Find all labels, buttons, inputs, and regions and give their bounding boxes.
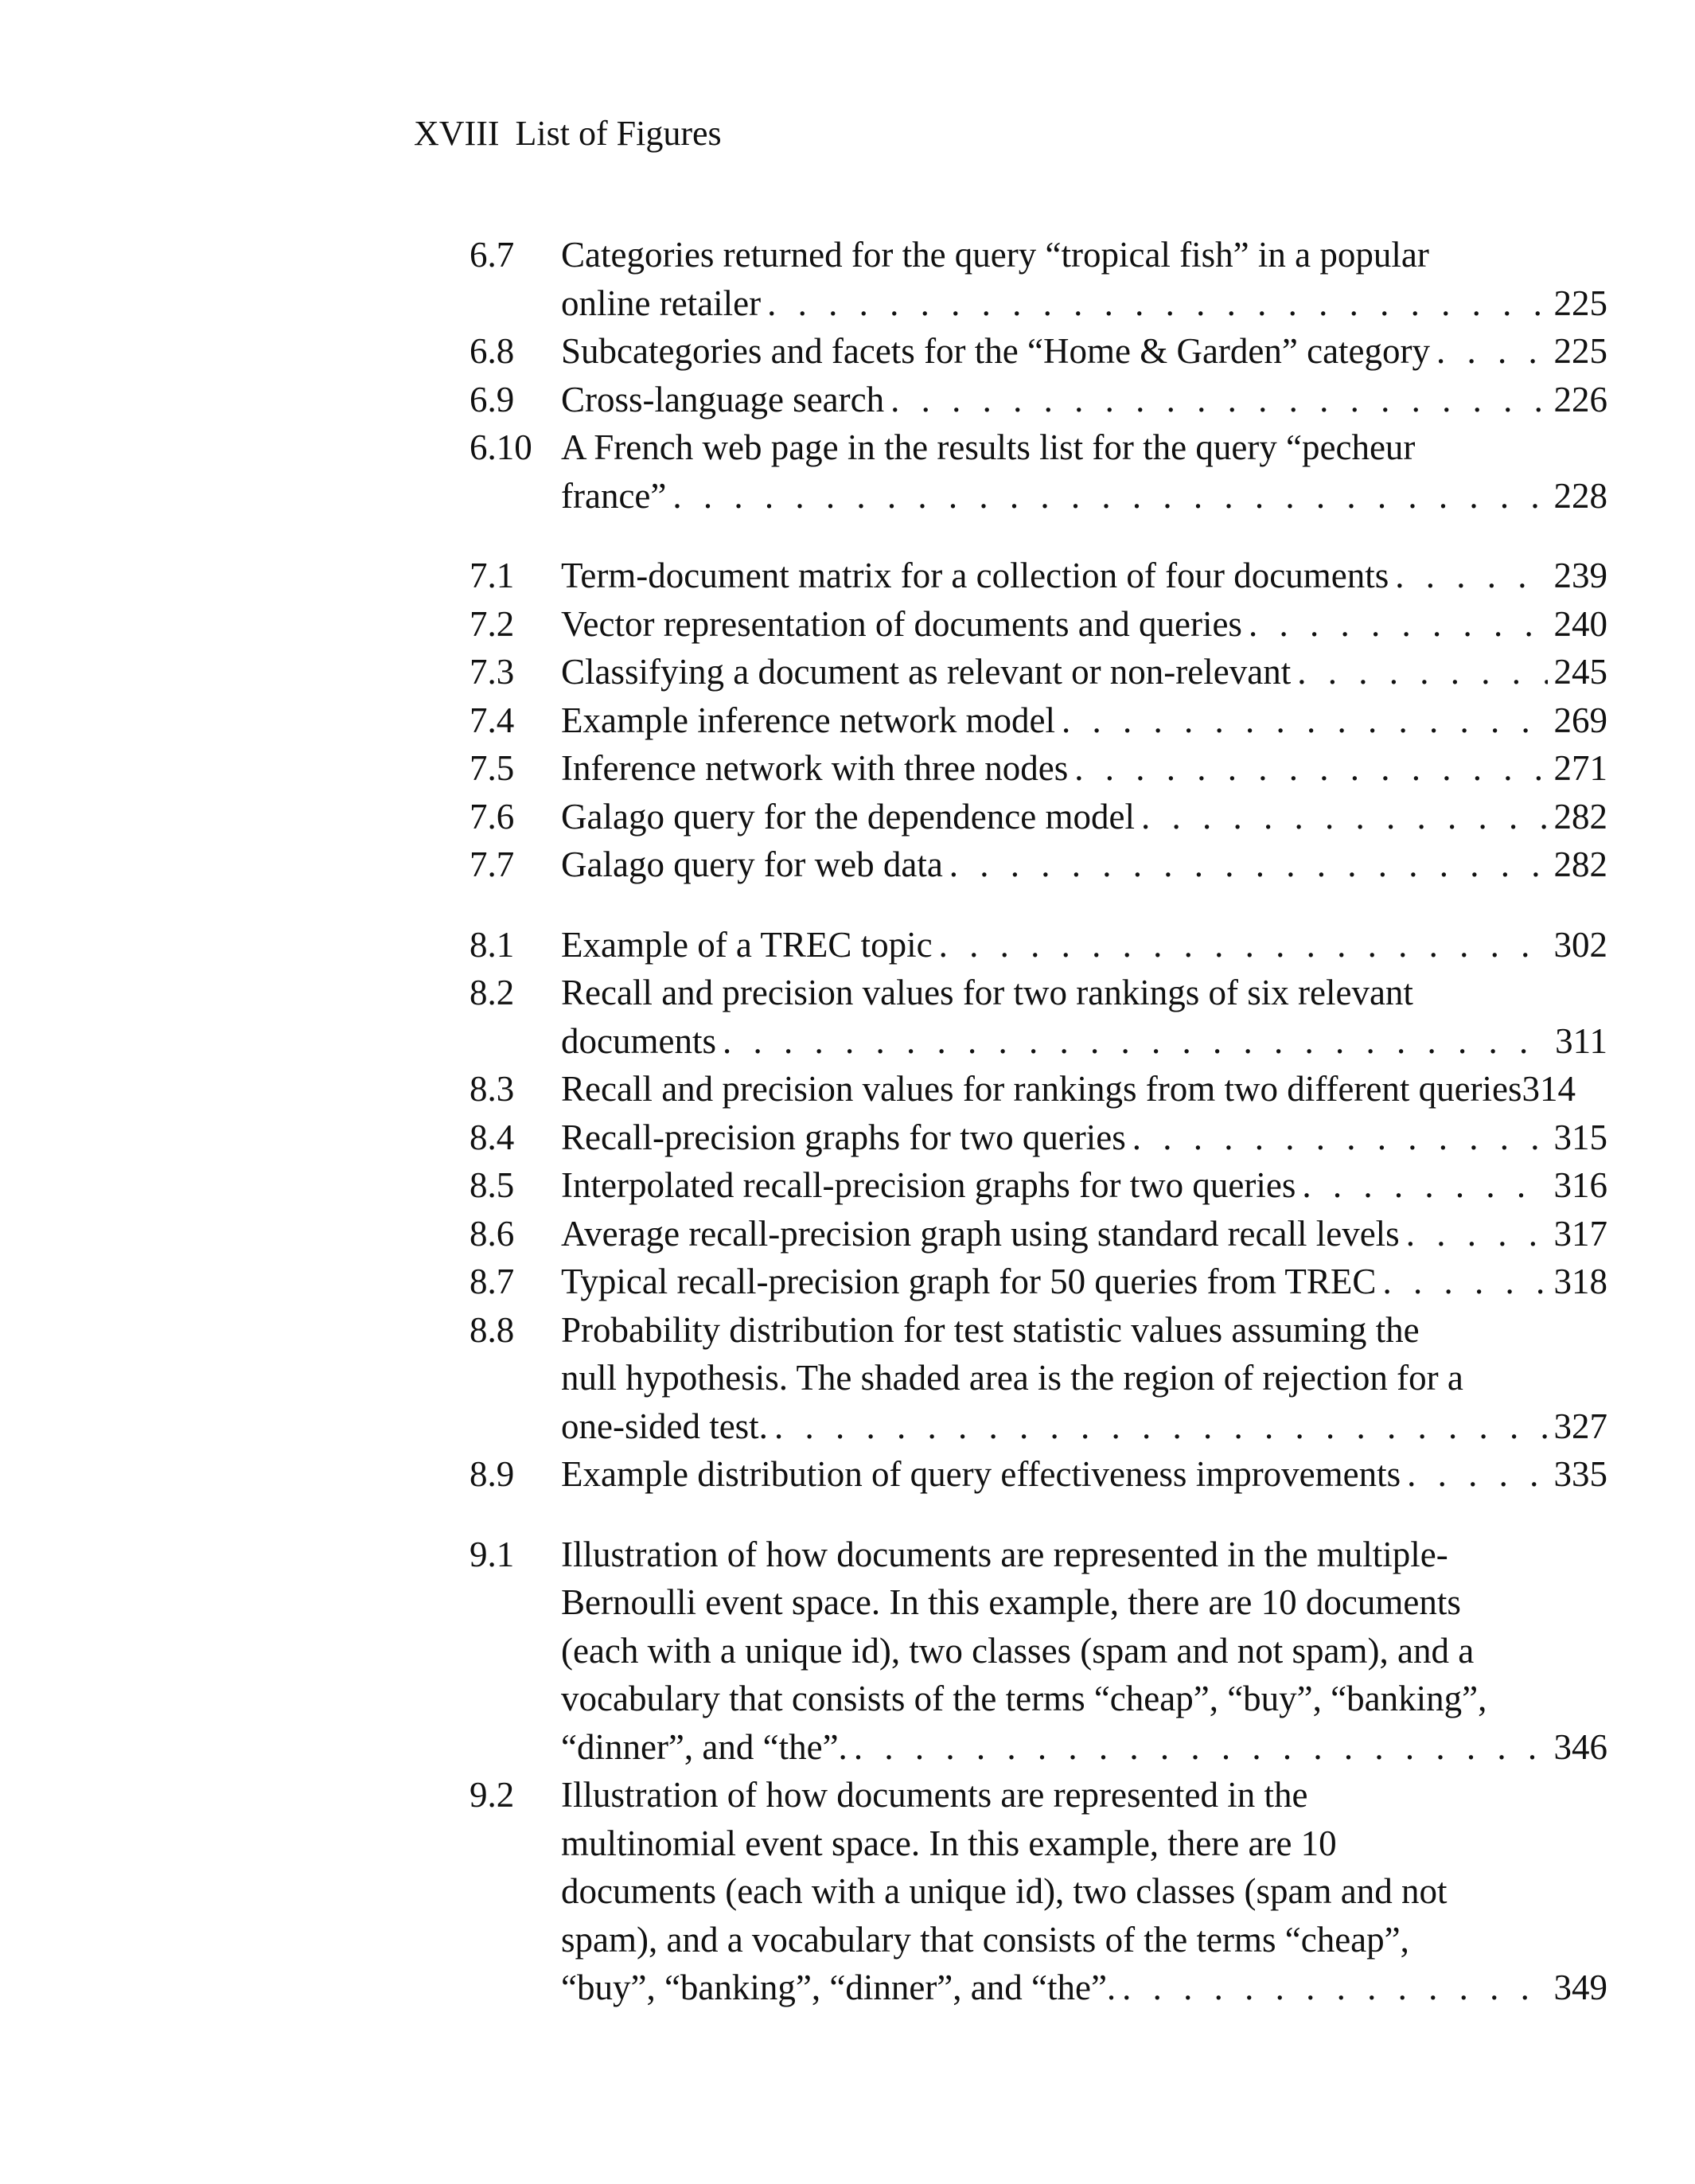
figure-caption	[561, 231, 1607, 327]
figure-caption	[561, 552, 1607, 600]
page-folio: XVIII	[414, 114, 500, 153]
caption-line: (each with a unique id), two classes (spam and not spam), and a	[561, 1630, 1475, 1671]
dot-leader	[933, 921, 1548, 969]
dot-leader	[1389, 552, 1548, 600]
page-number[interactable]: 225	[1553, 331, 1607, 371]
page-number[interactable]: 228	[1553, 475, 1607, 516]
figure-entry	[470, 793, 1607, 841]
figure-entry	[470, 552, 1607, 600]
figure-entry	[470, 1161, 1607, 1210]
caption-line: null hypothesis. The shaded area is the region of rejection for a	[561, 1358, 1463, 1398]
figure-number: 8.6	[470, 1213, 515, 1254]
figure-number: 6.10	[470, 427, 532, 467]
caption-line: Example inference network model	[561, 700, 1055, 740]
caption-last-line	[561, 840, 1607, 889]
figure-number: 6.9	[470, 379, 515, 419]
dot-leader	[1068, 744, 1548, 793]
figure-number: 6.7	[470, 235, 515, 275]
page-number[interactable]: 316	[1553, 1165, 1607, 1205]
caption-line: Vector representation of documents and queries	[561, 603, 1242, 644]
page-number[interactable]: 346	[1553, 1726, 1607, 1767]
figure-entry	[470, 423, 1607, 520]
caption-last-line	[561, 744, 1607, 793]
figure-number: 8.2	[470, 973, 515, 1012]
figure-entry	[470, 1450, 1607, 1499]
figure-entry	[470, 969, 1607, 1065]
figure-group	[470, 231, 1607, 520]
figure-caption	[561, 1771, 1607, 2012]
figure-caption	[561, 600, 1607, 649]
header-title: List of Figures	[515, 114, 722, 153]
caption-last-line	[561, 1450, 1607, 1499]
dot-leader	[943, 840, 1548, 889]
figure-entry	[470, 600, 1607, 649]
figure-number: 8.4	[470, 1117, 515, 1157]
page-number[interactable]: 335	[1553, 1454, 1607, 1494]
caption-line: A French web page in the results list for the query “pecheur	[561, 427, 1416, 467]
figure-entry	[470, 696, 1607, 745]
dot-leader	[666, 472, 1548, 521]
caption-line: Subcategories and facets for the “Home & Garden” category	[561, 331, 1431, 371]
dot-leader	[848, 1723, 1548, 1772]
page-number[interactable]: 226	[1553, 379, 1607, 419]
figure-caption	[561, 1306, 1607, 1451]
page-number[interactable]: 318	[1553, 1262, 1607, 1301]
dot-leader	[1401, 1450, 1548, 1499]
figure-number: 7.5	[470, 748, 515, 788]
figure-caption	[561, 840, 1607, 889]
dot-leader	[1430, 327, 1548, 376]
caption-last-line	[561, 1402, 1607, 1451]
page-number[interactable]: 314	[1522, 1069, 1576, 1109]
figure-number: 8.8	[470, 1309, 515, 1350]
figure-number: 8.9	[470, 1454, 515, 1494]
dot-leader	[768, 1402, 1548, 1451]
caption-last-line	[561, 1723, 1607, 1772]
figure-number: 9.2	[470, 1775, 515, 1815]
figure-entry	[470, 840, 1607, 889]
caption-line: Recall and precision values for rankings from two different queries	[561, 1069, 1522, 1109]
figure-entry	[470, 648, 1607, 696]
figure-number: 8.5	[470, 1165, 515, 1205]
caption-line: Classifying a document as relevant or non-relevant	[561, 652, 1292, 692]
figure-entry	[470, 1210, 1607, 1258]
page-number[interactable]: 245	[1553, 652, 1607, 692]
caption-line: Recall and precision values for two rankings of six relevant	[561, 973, 1413, 1012]
figure-caption	[561, 1258, 1607, 1306]
dot-leader	[1135, 793, 1548, 841]
caption-last-line	[561, 1113, 1607, 1162]
figure-number: 9.1	[470, 1534, 515, 1574]
caption-line: Galago query for web data	[561, 844, 943, 884]
figure-caption	[561, 648, 1607, 696]
caption-line: Interpolated recall-precision graphs for two queries	[561, 1165, 1296, 1205]
page-number[interactable]: 302	[1553, 924, 1607, 965]
page-number[interactable]: 282	[1553, 844, 1607, 884]
page-number[interactable]: 315	[1553, 1117, 1607, 1157]
caption-line: Illustration of how documents are represented in the	[561, 1775, 1308, 1815]
caption-line: Example distribution of query effectiveness improvements	[561, 1454, 1401, 1494]
caption-line: “buy”, “banking”, “dinner”, and “the”.	[561, 1968, 1116, 2007]
caption-last-line	[561, 1017, 1607, 1066]
figure-entry	[470, 1113, 1607, 1162]
figure-caption	[561, 969, 1607, 1065]
caption-line: Average recall-precision graph using standard recall levels	[561, 1213, 1400, 1254]
caption-line: Categories returned for the query “tropical fish” in a popular	[561, 235, 1429, 275]
caption-line: france”	[561, 475, 667, 516]
figure-group	[470, 921, 1607, 1499]
page-number[interactable]: 327	[1553, 1406, 1607, 1446]
figure-group	[470, 552, 1607, 889]
caption-last-line	[561, 600, 1607, 649]
caption-last-line	[561, 552, 1607, 600]
running-header	[414, 110, 722, 158]
caption-last-line	[561, 1964, 1607, 2012]
figure-entry	[470, 327, 1607, 376]
figure-entry	[470, 1531, 1607, 1772]
dot-leader	[716, 1017, 1548, 1066]
caption-last-line	[561, 921, 1607, 969]
caption-line: Term-document matrix for a collection of four documents	[561, 556, 1389, 595]
dot-leader	[761, 279, 1548, 328]
figure-number: 7.4	[470, 700, 515, 740]
caption-line: Example of a TREC topic	[561, 924, 933, 965]
figure-caption	[561, 1210, 1607, 1258]
figure-number: 7.2	[470, 603, 515, 644]
page-number[interactable]: 349	[1553, 1968, 1607, 2007]
figure-entry	[470, 1065, 1607, 1113]
figure-entry	[470, 1258, 1607, 1306]
caption-last-line	[561, 1210, 1607, 1258]
dot-leader	[1291, 648, 1548, 696]
dot-leader	[1055, 696, 1548, 745]
list-of-figures	[470, 231, 1607, 2044]
caption-line: documents	[561, 1020, 716, 1061]
figure-entry	[470, 1306, 1607, 1451]
page-number[interactable]: 311	[1555, 1020, 1607, 1061]
figure-number: 8.1	[470, 924, 515, 965]
page-number[interactable]: 271	[1553, 748, 1607, 788]
caption-last-line	[561, 1258, 1607, 1306]
caption-line: Typical recall-precision graph for 50 queries from TREC	[561, 1262, 1377, 1301]
caption-last-line	[561, 279, 1607, 328]
figure-caption	[561, 423, 1607, 520]
caption-last-line	[561, 472, 1607, 521]
caption-line: Probability distribution for test statistic values assuming the	[561, 1309, 1420, 1350]
caption-line: Bernoulli event space. In this example, there are 10 documents	[561, 1582, 1461, 1622]
figure-caption	[561, 1450, 1607, 1499]
figure-number: 8.3	[470, 1069, 515, 1109]
figure-caption	[561, 1065, 1607, 1113]
page-number[interactable]: 317	[1553, 1213, 1607, 1254]
figure-number: 8.7	[470, 1262, 515, 1301]
dot-leader	[1242, 600, 1548, 649]
figure-entry	[470, 744, 1607, 793]
figure-caption	[561, 327, 1607, 376]
caption-line: “dinner”, and “the”.	[561, 1726, 848, 1767]
dot-leader	[1376, 1258, 1548, 1306]
figure-caption	[561, 696, 1607, 745]
figure-entry	[470, 376, 1607, 424]
caption-line: Inference network with three nodes	[561, 748, 1069, 788]
figure-number: 7.1	[470, 556, 515, 595]
caption-last-line	[561, 1065, 1607, 1113]
figure-number: 7.3	[470, 652, 515, 692]
caption-last-line	[561, 1161, 1607, 1210]
figure-entry	[470, 921, 1607, 969]
caption-line: Cross-language search	[561, 379, 885, 419]
caption-last-line	[561, 696, 1607, 745]
figure-caption	[561, 921, 1607, 969]
caption-last-line	[561, 376, 1607, 424]
dot-leader	[1400, 1210, 1548, 1258]
dot-leader	[1296, 1161, 1548, 1210]
figure-caption	[561, 376, 1607, 424]
page-number[interactable]: 269	[1553, 700, 1607, 740]
caption-line: multinomial event space. In this example, there are 10	[561, 1823, 1337, 1863]
caption-line: documents (each with a unique id), two classes (spam and not	[561, 1871, 1448, 1911]
dot-leader	[884, 376, 1548, 424]
caption-last-line	[561, 648, 1607, 696]
caption-line: online retailer	[561, 283, 762, 323]
page-number[interactable]: 225	[1553, 283, 1607, 323]
caption-line: one-sided test.	[561, 1406, 768, 1446]
caption-line: Recall-precision graphs for two queries	[561, 1117, 1126, 1157]
page-number[interactable]: 240	[1553, 603, 1607, 644]
caption-line: Galago query for the dependence model	[561, 796, 1135, 837]
figure-number: 7.7	[470, 844, 515, 884]
caption-line: vocabulary that consists of the terms “cheap”, “buy”, “banking”,	[561, 1679, 1487, 1718]
dot-leader	[1126, 1113, 1548, 1162]
caption-line: spam), and a vocabulary that consists of the terms “cheap”,	[561, 1919, 1409, 1960]
figure-number: 7.6	[470, 796, 515, 837]
figure-caption	[561, 793, 1607, 841]
caption-last-line	[561, 327, 1607, 376]
figure-caption	[561, 1161, 1607, 1210]
figure-number: 6.8	[470, 331, 515, 371]
dot-leader	[1116, 1964, 1548, 2012]
figure-entry	[470, 231, 1607, 327]
figure-caption	[561, 744, 1607, 793]
caption-line: Illustration of how documents are represented in the multiple-	[561, 1534, 1448, 1574]
figure-caption	[561, 1531, 1607, 1772]
caption-last-line	[561, 793, 1607, 841]
figure-group	[470, 1531, 1607, 2012]
page-number[interactable]: 239	[1553, 556, 1607, 595]
figure-entry	[470, 1771, 1607, 2012]
page-number[interactable]: 282	[1553, 796, 1607, 837]
figure-caption	[561, 1113, 1607, 1162]
